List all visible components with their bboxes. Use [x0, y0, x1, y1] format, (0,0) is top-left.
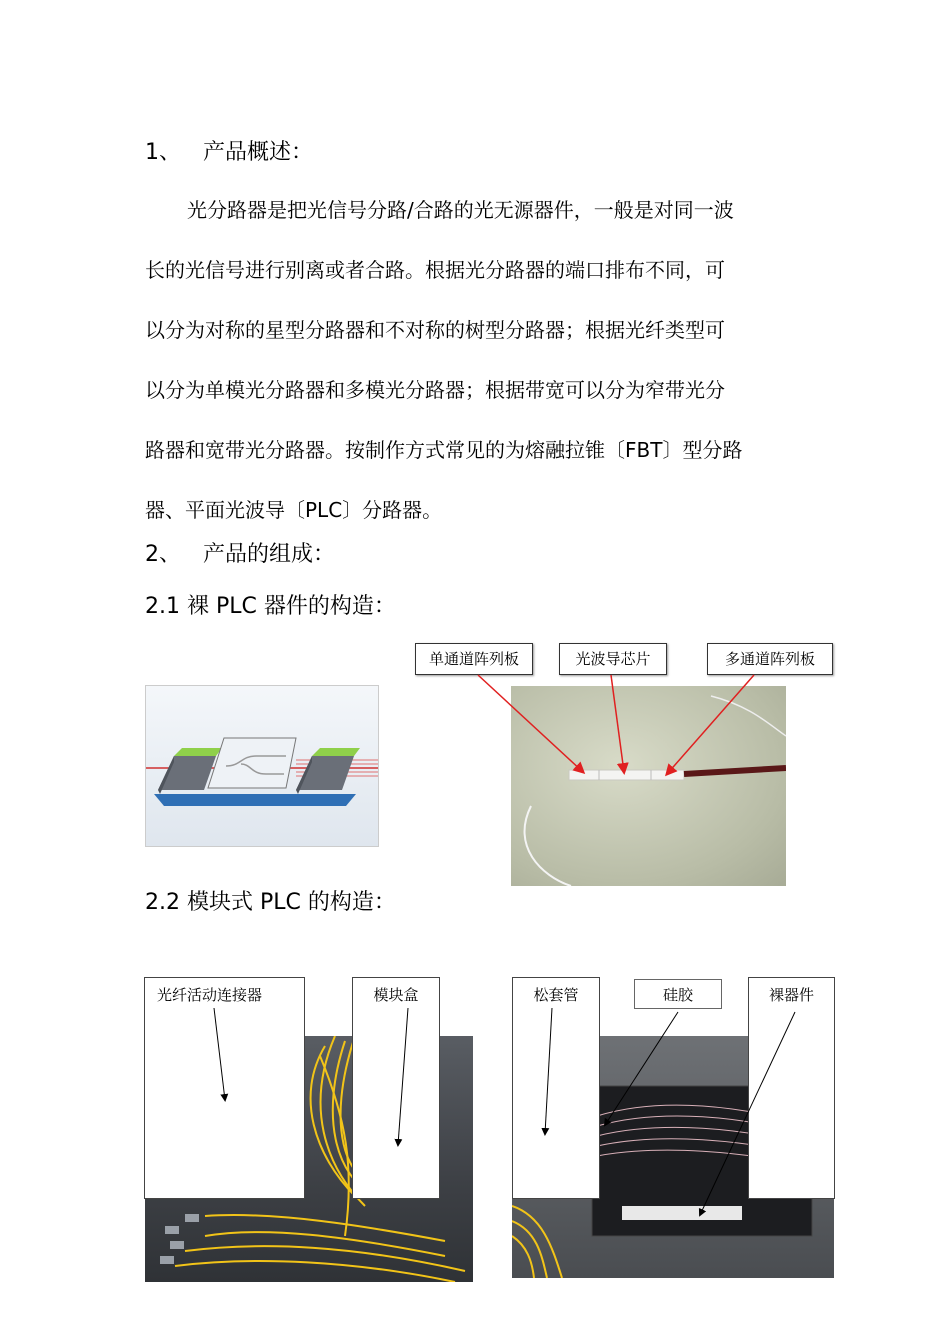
section-2-2-heading: 2.2 模块式 PLC 的构造： — [145, 890, 396, 915]
callout-waveguide-chip: 光波导芯片 — [559, 643, 667, 675]
label-bare-device: 裸器件 — [768, 986, 814, 1004]
label-loose-tube: 松套管 — [533, 986, 579, 1004]
paragraph-line: 光分路器是把光信号分路/合路的光无源器件，一般是对同一波 — [187, 198, 734, 222]
section-1-title: 产品概述： — [203, 140, 314, 165]
callout-single-channel-array: 单通道阵列板 — [415, 643, 533, 675]
section-2-title: 产品的组成： — [203, 542, 336, 567]
paragraph-line: 长的光信号进行别离或者合路。根据光分路器的端口排布不同，可 — [145, 258, 725, 282]
callout-multi-channel-array: 多通道阵列板 — [707, 643, 833, 675]
paragraph-line: 路器和宽带光分路器。按制作方式常见的为熔融拉锥〔FBT〕型分路 — [145, 438, 743, 462]
section-1-number: 1、 — [145, 140, 181, 165]
section-2-number: 2、 — [145, 542, 181, 567]
label-module-box: 模块盒 — [373, 986, 419, 1004]
paragraph-line: 以分为单模光分路器和多模光分路器；根据带宽可以分为窄带光分 — [145, 378, 725, 402]
paragraph-line: 器、平面光波导〔PLC〕分路器。 — [145, 498, 443, 522]
label-fiber-connector: 光纤活动连接器 — [157, 986, 263, 1004]
section-2-1-heading: 2.1 裸 PLC 器件的构造： — [145, 594, 396, 619]
paragraph-line: 以分为对称的星型分路器和不对称的树型分路器；根据光纤类型可 — [145, 318, 725, 342]
label-silicone: 硅胶 — [634, 979, 722, 1009]
